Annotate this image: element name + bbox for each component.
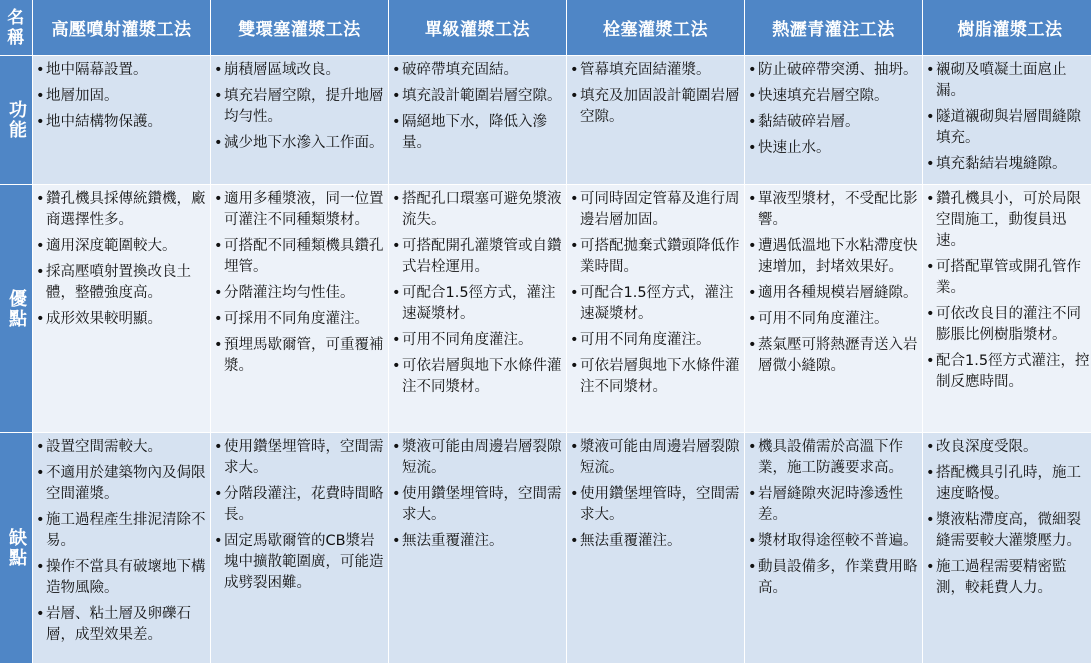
bullet-item: • 可依改良目的灌注不同膨脹比例樹脂漿材。: [926, 304, 1091, 346]
bullet-item: • 可同時固定管幕及進行周邊岩層加固。: [570, 189, 741, 231]
column-header: 樹脂灌漿工法: [923, 0, 1091, 55]
table-cell: [389, 433, 566, 663]
column-header: 雙環塞灌漿工法: [211, 0, 388, 55]
bullet-item: • 適用多種漿液，同一位置可灌注不同種類漿材。: [214, 189, 385, 231]
bullet-item: • 可搭配單管或開孔管作業。: [926, 257, 1091, 299]
table-cell: [923, 185, 1091, 432]
bullet-item: • 漿材取得途徑較不普遍。: [748, 531, 919, 552]
bullet-item: • 預埋馬歇爾管，可重覆補漿。: [214, 335, 385, 377]
bullet-item: • 快速止水。: [748, 138, 919, 159]
table-cell: [33, 433, 210, 663]
bullet-item: • 漿液可能由周邊岩層裂隙短流。: [570, 437, 741, 479]
bullet-item: • 鑽孔機具小，可於局限空間施工，動復員迅速。: [926, 189, 1091, 252]
bullet-item: • 無法重覆灌注。: [392, 531, 563, 552]
bullet-item: • 可用不同角度灌注。: [748, 309, 919, 330]
bullet-item: • 襯砌及噴凝土面扈止漏。: [926, 60, 1091, 102]
bullet-item: • 操作不當具有破壞地下構造物風險。: [36, 557, 207, 599]
bullet-item: • 適用深度範圍較大。: [36, 236, 207, 257]
table-cell: [923, 56, 1091, 184]
row-label-disadvantages: 缺點: [0, 433, 32, 663]
bullet-item: • 使用鑽堡埋管時，空間需求大。: [570, 484, 741, 526]
bullet-item: • 可用不同角度灌注。: [392, 330, 563, 351]
table-cell: [745, 56, 922, 184]
bullet-item: • 岩層縫隙夾泥時滲透性差。: [748, 484, 919, 526]
bullet-item: • 可採用不同角度灌注。: [214, 309, 385, 330]
bullet-item: • 設置空間需較大。: [36, 437, 207, 458]
bullet-item: • 岩層、粘土層及卵礫石層，成型效果差。: [36, 604, 207, 646]
bullet-item: • 破碎帶填充固結。: [392, 60, 563, 81]
bullet-item: • 填充及加固設計範圍岩層空隙。: [570, 86, 741, 128]
bullet-item: • 隔絕地下水，降低入滲量。: [392, 112, 563, 154]
column-header: 熱瀝青灌注工法: [745, 0, 922, 55]
table-cell: [567, 433, 744, 663]
bullet-item: • 成形效果較明顯。: [36, 309, 207, 330]
table-cell: [567, 185, 744, 432]
bullet-item: • 搭配機具引孔時，施工速度略慢。: [926, 463, 1091, 505]
bullet-item: • 可配合1.5徑方式，灌注速凝漿材。: [570, 283, 741, 325]
bullet-item: • 施工過程需要精密監測，較耗費人力。: [926, 557, 1091, 599]
bullet-item: • 地中結構物保護。: [36, 112, 207, 133]
bullet-item: • 鑽孔機具採傳統鑽機，廠商選擇性多。: [36, 189, 207, 231]
bullet-item: • 隧道襯砌與岩層間縫隙填充。: [926, 107, 1091, 149]
bullet-item: • 搭配孔口環塞可避免漿液流失。: [392, 189, 563, 231]
bullet-item: • 機具設備需於高溫下作業，施工防護要求高。: [748, 437, 919, 479]
table-cell: [745, 433, 922, 663]
column-header: 單級灌漿工法: [389, 0, 566, 55]
bullet-item: • 可用不同角度灌注。: [570, 330, 741, 351]
bullet-item: • 配合1.5徑方式灌注，控制反應時間。: [926, 351, 1091, 393]
bullet-item: • 改良深度受限。: [926, 437, 1091, 458]
bullet-item: • 填充黏結岩塊縫隙。: [926, 154, 1091, 175]
bullet-item: • 適用各種規模岩層縫隙。: [748, 283, 919, 304]
row-label-function: 功能: [0, 56, 32, 184]
bullet-item: • 地層加固。: [36, 86, 207, 107]
bullet-item: • 不適用於建築物內及侷限空間灌漿。: [36, 463, 207, 505]
bullet-item: • 分階段灌注，花費時間略長。: [214, 484, 385, 526]
table-cell: [745, 185, 922, 432]
table-cell: [211, 185, 388, 432]
table-cell: [33, 185, 210, 432]
bullet-item: • 可配合1.5徑方式，灌注速凝漿材。: [392, 283, 563, 325]
bullet-item: • 減少地下水滲入工作面。: [214, 133, 385, 154]
table-cell: [211, 56, 388, 184]
bullet-item: • 無法重覆灌注。: [570, 531, 741, 552]
corner-label: 名稱: [7, 7, 25, 48]
table-cell: [389, 56, 566, 184]
bullet-item: • 黏結破碎岩層。: [748, 112, 919, 133]
bullet-item: • 填充設計範圍岩層空隙。: [392, 86, 563, 107]
bullet-item: • 防止破碎帶突湧、抽坍。: [748, 60, 919, 81]
bullet-item: • 使用鑽堡埋管時，空間需求大。: [214, 437, 385, 479]
bullet-item: • 快速填充岩層空隙。: [748, 86, 919, 107]
bullet-item: • 漿液粘滯度高，微細裂縫需要較大灌漿壓力。: [926, 510, 1091, 552]
bullet-item: • 崩積層區域改良。: [214, 60, 385, 81]
bullet-item: • 動員設備多，作業費用略高。: [748, 557, 919, 599]
bullet-item: • 地中隔幕設置。: [36, 60, 207, 81]
bullet-item: • 固定馬歇爾管的CB漿岩塊中擴散範圍廣，可能造成劈裂困難。: [214, 531, 385, 594]
bullet-item: • 蒸氣壓可將熱瀝青送入岩層微小縫隙。: [748, 335, 919, 377]
bullet-item: • 單液型漿材，不受配比影響。: [748, 189, 919, 231]
bullet-item: • 遭遇低溫地下水粘滯度快速增加，封堵效果好。: [748, 236, 919, 278]
bullet-item: • 採高壓噴射置換改良土體，整體強度高。: [36, 262, 207, 304]
bullet-item: • 可依岩層與地下水條件灌注不同漿材。: [570, 356, 741, 398]
corner-header: [0, 0, 32, 55]
bullet-item: • 可依岩層與地下水條件灌注不同漿材。: [392, 356, 563, 398]
bullet-item: • 施工過程產生排泥清除不易。: [36, 510, 207, 552]
table-cell: [389, 185, 566, 432]
bullet-item: • 管幕填充固結灌漿。: [570, 60, 741, 81]
table-cell: [33, 56, 210, 184]
table-cell: [923, 433, 1091, 663]
bullet-item: • 可搭配開孔灌漿管或自鑽式岩栓運用。: [392, 236, 563, 278]
row-label-advantages: 優點: [0, 185, 32, 432]
column-header: 高壓噴射灌漿工法: [33, 0, 210, 55]
table-cell: [211, 433, 388, 663]
bullet-item: • 可搭配拋棄式鑽頭降低作業時間。: [570, 236, 741, 278]
column-header: 栓塞灌漿工法: [567, 0, 744, 55]
bullet-item: • 使用鑽堡埋管時，空間需求大。: [392, 484, 563, 526]
bullet-item: • 分階灌注均勻性佳。: [214, 283, 385, 304]
bullet-item: • 可搭配不同種類機具鑽孔埋管。: [214, 236, 385, 278]
table-cell: [567, 56, 744, 184]
bullet-item: • 填充岩層空隙，提升地層均勻性。: [214, 86, 385, 128]
bullet-item: • 漿液可能由周邊岩層裂隙短流。: [392, 437, 563, 479]
